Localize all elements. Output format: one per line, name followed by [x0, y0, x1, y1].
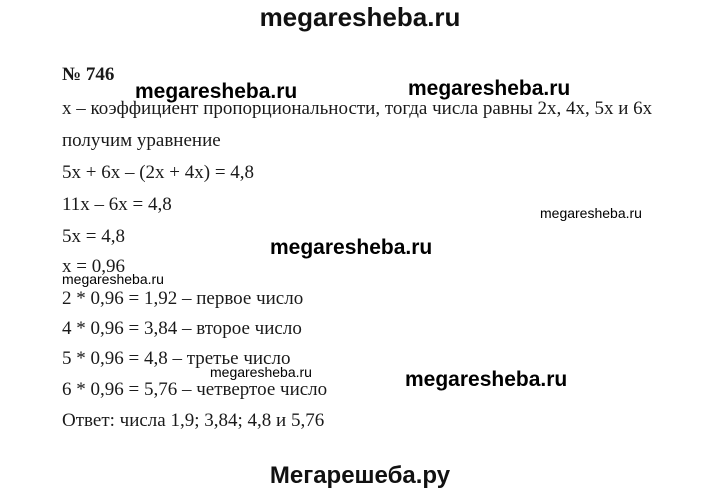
watermark: megaresheba.ru — [405, 368, 568, 391]
solution-line: получим уравнение — [62, 130, 221, 151]
solution-line: 5x + 6x – (2x + 4x) = 4,8 — [62, 162, 255, 183]
site-header: megaresheba.ru — [259, 2, 461, 32]
solution-line: x = 0,96 — [62, 256, 125, 277]
solution-line: 5 * 0,96 = 4,8 – третье число — [62, 348, 291, 369]
watermark: megaresheba.ru — [540, 205, 642, 221]
solution-line: 4 * 0,96 = 3,84 – второе число — [62, 318, 302, 339]
watermark: megaresheba.ru — [270, 236, 433, 259]
watermark: megaresheba.ru — [62, 271, 164, 287]
watermark: megaresheba.ru — [210, 364, 312, 380]
solution-line: 6 * 0,96 = 5,76 – четвертое число — [62, 379, 328, 400]
solution-line: 11x – 6x = 4,8 — [62, 194, 172, 215]
solution-line: 5x = 4,8 — [62, 226, 125, 247]
watermark: megaresheba.ru — [408, 77, 571, 100]
answer-line: Ответ: числа 1,9; 3,84; 4,8 и 5,76 — [62, 410, 325, 431]
solution-line: 2 * 0,96 = 1,92 – первое число — [62, 288, 304, 309]
watermark: megaresheba.ru — [135, 80, 298, 103]
problem-number: № 746 — [62, 64, 115, 85]
solution-line: x – коэффициент пропорциональности, тогда числа равны 2x, 4x, 5x и 6x — [62, 98, 653, 119]
site-footer: Мегарешеба.ру — [269, 462, 451, 489]
